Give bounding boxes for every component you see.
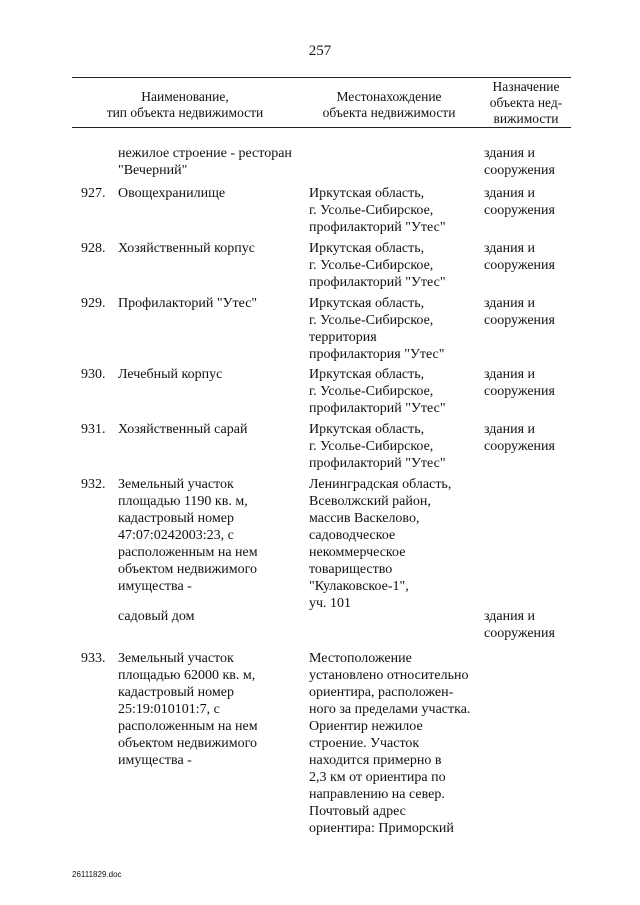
location-line: "Кулаковское-1", bbox=[309, 579, 409, 594]
name-line: Лечебный корпус bbox=[118, 367, 223, 382]
location-line: Ориентир нежилое bbox=[309, 719, 423, 734]
row-purpose bbox=[484, 366, 570, 400]
location-line: профилактория "Утес" bbox=[309, 347, 445, 362]
location-line: установлено относительно bbox=[309, 668, 469, 683]
row-location bbox=[309, 240, 485, 291]
row-purpose bbox=[484, 421, 570, 455]
purpose-line: сооружения bbox=[484, 384, 555, 399]
row-name bbox=[118, 145, 296, 179]
row-location bbox=[309, 185, 485, 236]
row-number: 932. bbox=[81, 477, 106, 492]
row-number: 933. bbox=[81, 651, 106, 666]
column-header-purpose: Назначение объекта нед- вижимости bbox=[489, 79, 563, 126]
table-header-bottom-rule bbox=[72, 127, 571, 128]
purpose-line: сооружения bbox=[484, 439, 555, 454]
name-line: Хозяйственный сарай bbox=[118, 422, 248, 437]
purpose-line: здания и bbox=[484, 146, 536, 161]
name-line: Земельный участок bbox=[118, 651, 234, 666]
row-name bbox=[118, 476, 296, 595]
row-number: 929. bbox=[81, 296, 106, 311]
name-line: расположенным на нем bbox=[118, 719, 258, 734]
location-line: садоводческое bbox=[309, 528, 396, 543]
location-line: находится примерно в bbox=[309, 753, 442, 768]
row-purpose bbox=[484, 608, 570, 642]
name-line: Профилакторий "Утес" bbox=[118, 296, 258, 311]
location-line: 2,3 км от ориентира по bbox=[309, 770, 446, 785]
location-line: ного за пределами участка. bbox=[309, 702, 471, 717]
location-line: Иркутская область, bbox=[309, 367, 425, 382]
name-line: Хозяйственный корпус bbox=[118, 241, 255, 256]
location-line: профилакторий "Утес" bbox=[309, 456, 446, 471]
name-line: 47:07:0242003:23, с bbox=[118, 528, 234, 543]
purpose-line: здания и bbox=[484, 367, 536, 382]
location-line: г. Усолье-Сибирское, bbox=[309, 439, 434, 454]
row-name bbox=[118, 421, 296, 438]
location-line: г. Усолье-Сибирское, bbox=[309, 258, 434, 273]
row-number: 927. bbox=[81, 186, 106, 201]
location-line: ориентира: Приморский bbox=[309, 821, 454, 836]
row-number: 928. bbox=[81, 241, 106, 256]
name-line: кадастровый номер bbox=[118, 511, 234, 526]
name-line: садовый дом bbox=[118, 609, 195, 624]
purpose-line: здания и bbox=[484, 422, 536, 437]
location-line: территория bbox=[309, 330, 377, 345]
name-line: имущества - bbox=[118, 579, 192, 594]
name-line: объектом недвижимого bbox=[118, 736, 258, 751]
column-header-name: Наименование, тип объекта недвижимости bbox=[106, 89, 264, 120]
row-location bbox=[309, 650, 485, 837]
location-line: строение. Участок bbox=[309, 736, 420, 751]
location-line: товарищество bbox=[309, 562, 393, 577]
location-line: г. Усолье-Сибирское, bbox=[309, 313, 434, 328]
name-line: кадастровый номер bbox=[118, 685, 234, 700]
row-name bbox=[118, 240, 296, 257]
location-line: Иркутская область, bbox=[309, 296, 425, 311]
name-line: нежилое строение - ресторан bbox=[118, 146, 292, 161]
purpose-line: сооружения bbox=[484, 163, 555, 178]
location-line: Ленинградская область, bbox=[309, 477, 452, 492]
location-line: массив Васкелово, bbox=[309, 511, 420, 526]
location-line: Всеволжский район, bbox=[309, 494, 431, 509]
row-name bbox=[118, 295, 296, 312]
name-line: площадью 1190 кв. м, bbox=[118, 494, 248, 509]
location-line: ориентира, расположен- bbox=[309, 685, 454, 700]
location-line: некоммерческое bbox=[309, 545, 406, 560]
row-number: 931. bbox=[81, 422, 106, 437]
name-line: объектом недвижимого bbox=[118, 562, 258, 577]
purpose-line: сооружения bbox=[484, 258, 555, 273]
row-purpose bbox=[484, 240, 570, 274]
row-name bbox=[118, 185, 296, 202]
location-line: г. Усолье-Сибирское, bbox=[309, 203, 434, 218]
location-line: Почтовый адрес bbox=[309, 804, 406, 819]
purpose-line: здания и bbox=[484, 296, 536, 311]
row-purpose bbox=[484, 295, 570, 329]
location-line: уч. 101 bbox=[309, 596, 352, 611]
row-number: 930. bbox=[81, 367, 106, 382]
purpose-line: здания и bbox=[484, 186, 536, 201]
purpose-line: сооружения bbox=[484, 313, 555, 328]
document-filename: 26111829.doc bbox=[72, 870, 122, 879]
column-header-location: Местонахождение объекта недвижимости bbox=[322, 89, 456, 120]
row-location bbox=[309, 366, 485, 417]
purpose-line: сооружения bbox=[484, 626, 555, 641]
row-purpose bbox=[484, 145, 570, 179]
location-line: профилакторий "Утес" bbox=[309, 401, 446, 416]
row-purpose bbox=[484, 185, 570, 219]
name-line: "Вечерний" bbox=[118, 163, 188, 178]
table-top-rule bbox=[72, 77, 571, 78]
location-line: профилакторий "Утес" bbox=[309, 275, 446, 290]
name-line: Овощехранилище bbox=[118, 186, 226, 201]
purpose-line: здания и bbox=[484, 609, 536, 624]
name-line: расположенным на нем bbox=[118, 545, 258, 560]
location-line: Местоположение bbox=[309, 651, 412, 666]
name-line: Земельный участок bbox=[118, 477, 234, 492]
name-line: площадью 62000 кв. м, bbox=[118, 668, 256, 683]
row-location bbox=[309, 476, 485, 612]
name-line: имущества - bbox=[118, 753, 192, 768]
purpose-line: здания и bbox=[484, 241, 536, 256]
row-location bbox=[309, 295, 485, 363]
name-line: 25:19:010101:7, с bbox=[118, 702, 220, 717]
location-line: г. Усолье-Сибирское, bbox=[309, 384, 434, 399]
row-name bbox=[118, 650, 296, 769]
location-line: профилакторий "Утес" bbox=[309, 220, 446, 235]
row-name bbox=[118, 608, 296, 625]
page-number: 257 bbox=[308, 43, 332, 59]
purpose-line: сооружения bbox=[484, 203, 555, 218]
location-line: Иркутская область, bbox=[309, 186, 425, 201]
row-name bbox=[118, 366, 296, 383]
location-line: направлению на север. bbox=[309, 787, 445, 802]
location-line: Иркутская область, bbox=[309, 241, 425, 256]
row-location bbox=[309, 421, 485, 472]
location-line: Иркутская область, bbox=[309, 422, 425, 437]
